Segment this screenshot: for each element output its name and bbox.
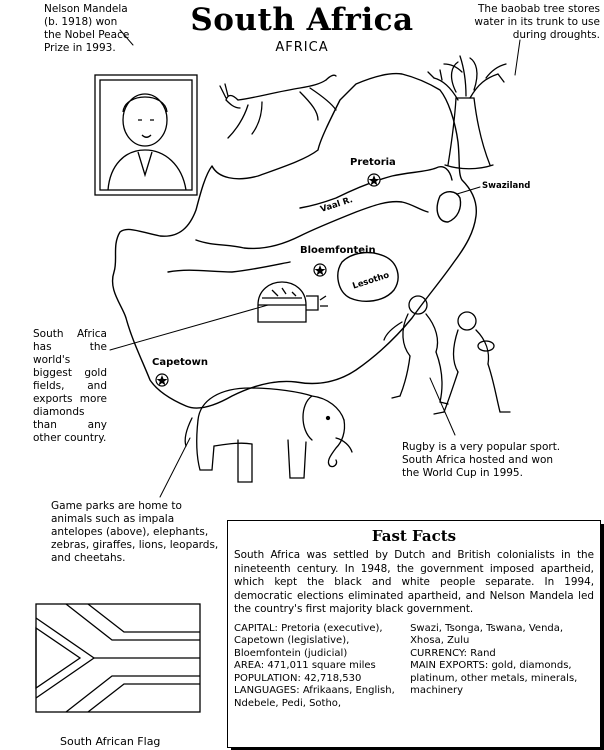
portrait-icon	[95, 75, 197, 195]
caption-gold: South Africa has the world's biggest gold fields, and exports more diamonds than any other country.	[33, 328, 107, 444]
flag-icon	[36, 604, 200, 712]
label-swaziland: Swaziland	[482, 181, 531, 191]
fact-exports: MAIN EXPORTS: gold, diamonds, platinum, other metals, minerals, machinery	[410, 660, 578, 697]
rugby-players-icon	[384, 296, 510, 414]
caption-mandela: Nelson Mandela (b. 1918) won the Nobel Peace Prize in 1993.	[44, 3, 130, 54]
label-lesotho: Lesotho	[351, 270, 391, 292]
page-subtitle: AFRICA	[275, 40, 329, 55]
label-pretoria: Pretoria	[350, 157, 396, 168]
vaal-river	[300, 167, 452, 208]
fast-facts-box	[227, 520, 601, 748]
caption-baobab: The baobab tree stores water in its trunk to use during droughts.	[474, 3, 600, 41]
fast-facts-intro: South Africa was settled by Dutch and British colonialists in the nineteenth century. In 1948, the government imposed apartheid, which kept the black and white people separate. In 1994, democratic elections eliminated apartheid, and Nelson Mandela led the country's first majority black government.	[234, 549, 594, 615]
fact-currency: CURRENCY: Rand	[410, 647, 496, 659]
label-capetown: Capetown	[152, 357, 209, 368]
caption-gameparks: Game parks are home to animals such as impala antelopes (above), elephants, zebras, giraffes, lions, leopards, and cheetahs.	[51, 500, 219, 564]
label-bloemfontein: Bloemfontein	[300, 245, 376, 256]
orange-river	[196, 202, 428, 249]
baobab-tree-icon	[428, 56, 506, 169]
caption-rugby: Rugby is a very popular sport. South Africa hosted and won the World Cup in 1995.	[402, 441, 561, 479]
fact-population: POPULATION: 42,718,530	[234, 672, 362, 684]
fact-languages-continued: Swazi, Tsonga, Tswana, Venda, Xhosa, Zulu	[410, 622, 564, 647]
fact-area: AREA: 471,011 square miles	[234, 660, 376, 672]
label-vaal: Vaal R.	[319, 195, 355, 215]
elephant-icon	[185, 388, 352, 482]
gold-mine-icon	[258, 282, 328, 322]
page-title: South Africa	[190, 2, 414, 38]
antelope-icon	[220, 75, 336, 138]
fact-languages: LANGUAGES: Afrikaans, English, Ndebele, Pedi, Sotho,	[234, 685, 395, 710]
flag-caption: South African Flag	[60, 735, 161, 748]
swaziland-outline	[437, 192, 460, 222]
fact-capital: CAPITAL: Pretoria (executive), Capetown (legislative), Bloemfontein (judicial)	[234, 622, 383, 659]
fast-facts-heading: Fast Facts	[371, 527, 457, 545]
